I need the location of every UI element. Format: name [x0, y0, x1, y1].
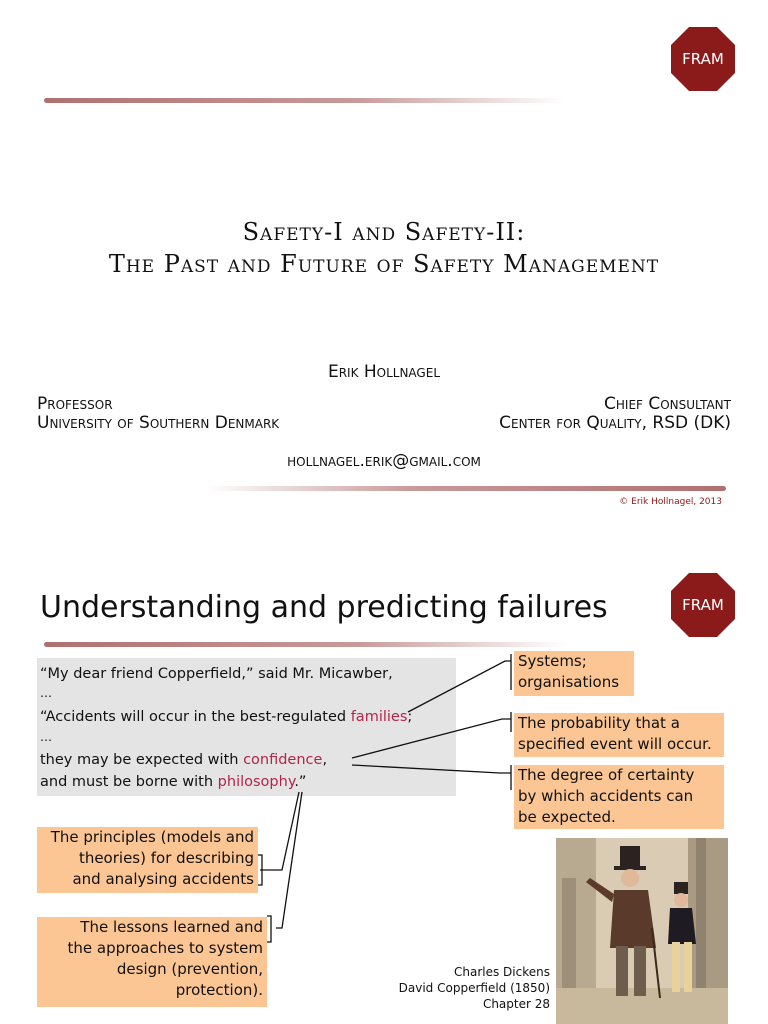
connector-confidence — [352, 765, 511, 773]
quote-ellipsis-1: … — [40, 686, 52, 700]
dickens-illustration — [556, 838, 728, 1024]
quote-text: they may be expected with — [40, 752, 244, 768]
fram-label: FRAM — [682, 50, 724, 68]
presentation-title-line2: The Past and Future of Safety Management — [108, 250, 660, 278]
right-affiliation: Center for Quality, RSD (DK) — [499, 413, 731, 433]
right-role: Chief Consultant — [604, 394, 731, 414]
annotation-line: The probability that a — [518, 714, 680, 732]
annotation-principles — [37, 827, 258, 893]
quote-text: and must be borne with — [40, 774, 218, 790]
connector-principles — [260, 792, 299, 870]
content-slide — [0, 560, 768, 1024]
bottom-divider — [205, 486, 726, 491]
quote-text: “Accidents will occur in the best-regulated — [40, 709, 351, 725]
connector-lessons — [276, 792, 302, 928]
annotation-confidence — [514, 765, 724, 829]
annotation-line: The degree of certainty — [518, 766, 695, 784]
copyright-note: © Erik Hollnagel, 2013 — [619, 497, 722, 507]
quote-line-1: “My dear friend Copperfield,” said Mr. Micawber, — [40, 666, 393, 682]
top-divider — [44, 98, 564, 103]
annotation-systems — [514, 651, 634, 696]
highlight-families: families — [350, 709, 408, 725]
caption-book: David Copperfield (1850) — [398, 981, 550, 995]
left-role: Professor — [37, 394, 113, 414]
annotation-line: and analysing accidents — [72, 870, 254, 888]
annotation-line: protection). — [175, 981, 263, 999]
annotation-line: theories) for describing — [78, 849, 254, 867]
annotation-line: The principles (models and — [50, 828, 254, 846]
annotation-line: Systems; — [518, 652, 587, 670]
fram-badge — [670, 26, 736, 92]
presentation-title-line1: Safety-I and Safety-II: — [242, 218, 526, 246]
annotation-line: by which accidents can — [518, 787, 694, 805]
author-email[interactable]: hollnagel.erik@gmail.com — [287, 451, 481, 471]
annotation-line: the approaches to system — [67, 939, 263, 957]
highlight-confidence: confidence — [243, 752, 323, 768]
annotation-line: The lessons learned and — [80, 918, 263, 936]
fram-label: FRAM — [682, 596, 724, 614]
annotation-lessons — [37, 917, 267, 1007]
caption-chapter: Chapter 28 — [482, 997, 550, 1011]
left-affiliation: University of Southern Denmark — [37, 413, 280, 433]
connector-probability — [352, 719, 511, 758]
connector-families — [408, 661, 511, 712]
highlight-philosophy: philosophy — [217, 774, 295, 790]
quote-text: .” — [294, 774, 307, 790]
annotation-line: design (prevention, — [116, 960, 263, 978]
slide-title: Understanding and predicting failures — [40, 590, 608, 625]
author-name: Erik Hollnagel — [327, 362, 441, 382]
bracket-lessons — [267, 916, 271, 942]
caption-author: Charles Dickens — [454, 965, 550, 979]
annotation-line: organisations — [518, 673, 620, 691]
annotation-probability — [514, 713, 724, 757]
annotation-line: specified event will occur. — [518, 735, 712, 753]
quote-text: ; — [407, 709, 413, 725]
quote-text: , — [322, 752, 328, 768]
quote-ellipsis-2: … — [40, 730, 52, 744]
annotation-line: be expected. — [518, 808, 616, 826]
